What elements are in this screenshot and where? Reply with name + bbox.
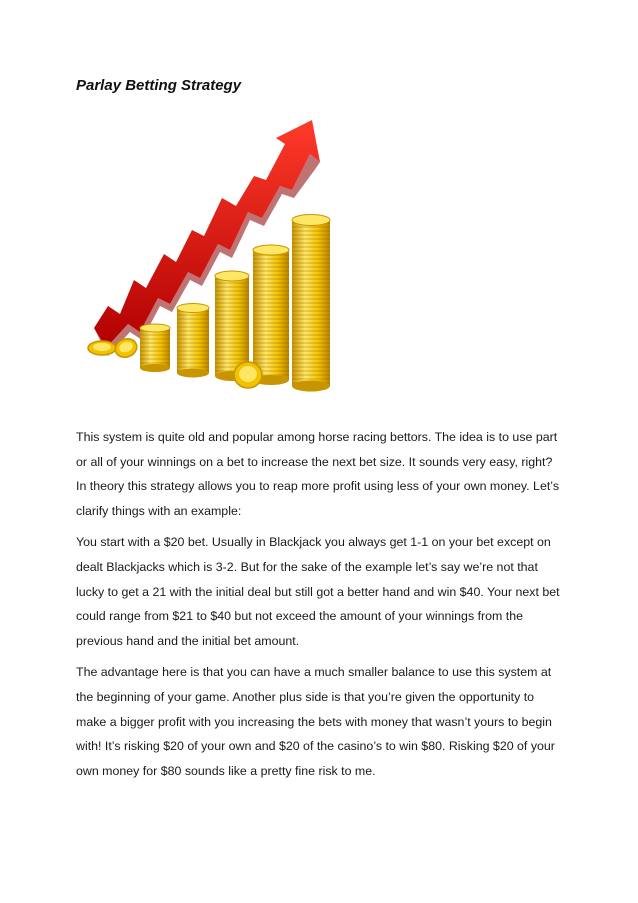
paragraph-2: You start with a $20 bet. Usually in Blackjack you always get 1-1 on your bet except on dealt Blackjacks which is 3-2. But for the sake of the example let’s say we’re not that lucky to get a 21 with the initial deal but still got a better hand and win $40. Your next bet could range from $21 to $40 but not exceed the amount of your winnings from the previous hand and the initial bet amount. (76, 535, 560, 648)
article-body (76, 425, 566, 790)
coin-stack-2 (177, 304, 209, 378)
paragraph-3: The advantage here is that you can have a much smaller balance to use this system at the beginning of your game. Another plus side is that you’re given the opportunity to make a bigger profit with you increasing the bets with money that wasn’t yours to begin with! It’s risking $20 of your own and $20 of the casino’s to win $80. Risking $20 of your own money for $80 sounds like a pretty fine risk to me. (76, 665, 555, 778)
page-title: Parlay Betting Strategy (76, 77, 242, 94)
coin-stack-4 (253, 245, 289, 385)
coin-stack-1 (140, 324, 170, 372)
rising-arrow-coins-illustration (80, 118, 380, 408)
paragraph-1: This system is quite old and popular among horse racing bettors. The idea is to use part or all of your winnings on a bet to increase the next bet size. It sounds very easy, right? In theory this strategy allows you to reap more profit using less of your own money. Let’s clarify things with an example: (76, 430, 560, 518)
coin-stack-5 (292, 215, 330, 392)
